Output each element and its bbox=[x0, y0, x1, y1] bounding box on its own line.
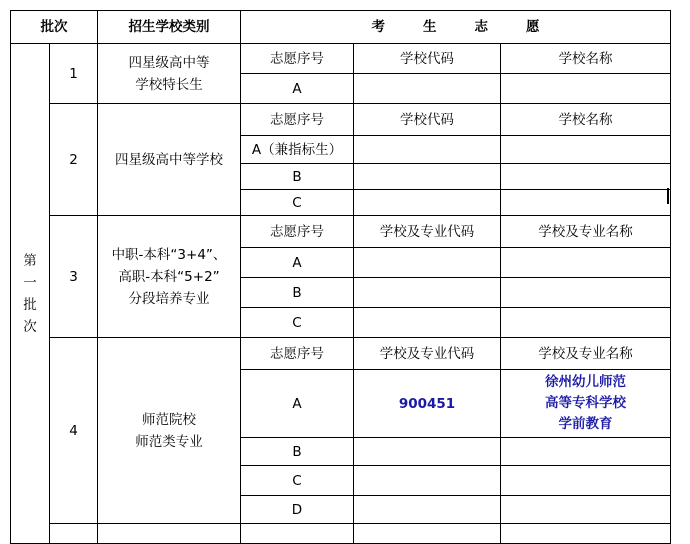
column-header: 学校及专业代码 bbox=[354, 216, 501, 248]
name-field[interactable] bbox=[501, 190, 671, 216]
code-field[interactable] bbox=[354, 190, 501, 216]
group-number: 1 bbox=[50, 44, 98, 104]
next-section-cell bbox=[98, 524, 241, 544]
batch-label-char: 一 bbox=[23, 274, 37, 291]
name-field[interactable] bbox=[501, 466, 671, 496]
column-header: 学校代码 bbox=[354, 44, 501, 74]
wish-order-cell: C bbox=[241, 190, 354, 216]
school-name-line: 高等专科学校 bbox=[545, 395, 627, 411]
wish-order-cell: B bbox=[241, 164, 354, 190]
group-number: 2 bbox=[50, 104, 98, 216]
code-field[interactable] bbox=[354, 74, 501, 104]
name-field[interactable] bbox=[501, 370, 671, 438]
next-section-cell bbox=[501, 524, 671, 544]
code-field[interactable] bbox=[354, 438, 501, 466]
wish-order-cell: B bbox=[241, 278, 354, 308]
wish-order-cell: A bbox=[241, 248, 354, 278]
name-field[interactable] bbox=[501, 278, 671, 308]
header-batch: 批次 bbox=[11, 11, 98, 44]
column-header: 学校名称 bbox=[501, 44, 671, 74]
code-field[interactable] bbox=[354, 136, 501, 164]
name-field[interactable] bbox=[501, 496, 671, 524]
batch-label-cell bbox=[11, 44, 50, 544]
group-category: 四星级高中等学校 bbox=[98, 104, 241, 216]
wish-order-cell: A bbox=[241, 370, 354, 438]
code-field[interactable]: 900451 bbox=[354, 370, 501, 438]
next-section-cell bbox=[354, 524, 501, 544]
group-number: 3 bbox=[50, 216, 98, 338]
group-number: 4 bbox=[50, 338, 98, 524]
wish-order-cell: A bbox=[241, 74, 354, 104]
name-field[interactable] bbox=[501, 136, 671, 164]
name-field[interactable] bbox=[501, 308, 671, 338]
name-field[interactable] bbox=[501, 164, 671, 190]
column-header: 志愿序号 bbox=[241, 44, 354, 74]
wish-order-cell: C bbox=[241, 466, 354, 496]
column-header: 学校及专业名称 bbox=[501, 216, 671, 248]
column-header: 学校代码 bbox=[354, 104, 501, 136]
code-field[interactable] bbox=[354, 278, 501, 308]
column-header: 志愿序号 bbox=[241, 338, 354, 370]
group-category: 四星级高中等 学校特长生 bbox=[98, 44, 241, 104]
code-field[interactable] bbox=[354, 248, 501, 278]
code-field[interactable] bbox=[354, 308, 501, 338]
text-cursor bbox=[667, 188, 669, 204]
column-header: 志愿序号 bbox=[241, 104, 354, 136]
header-school-type: 招生学校类别 bbox=[98, 11, 241, 44]
school-name-line: 徐州幼儿师范 bbox=[545, 374, 627, 390]
wish-order-cell: B bbox=[241, 438, 354, 466]
wish-order-cell: D bbox=[241, 496, 354, 524]
name-field[interactable] bbox=[501, 248, 671, 278]
code-field[interactable] bbox=[354, 496, 501, 524]
column-header: 学校及专业代码 bbox=[354, 338, 501, 370]
column-header: 志愿序号 bbox=[241, 216, 354, 248]
wish-order-cell: C bbox=[241, 308, 354, 338]
major-name-line: 学前教育 bbox=[558, 416, 613, 432]
code-field[interactable] bbox=[354, 466, 501, 496]
batch-label-char: 次 bbox=[23, 318, 37, 335]
name-field[interactable] bbox=[501, 438, 671, 466]
next-section-cell bbox=[241, 524, 354, 544]
batch-label-char: 批 bbox=[23, 296, 37, 313]
code-field[interactable] bbox=[354, 164, 501, 190]
group-category: 中职-本科“3+4”、 高职-本科“5+2” 分段培养专业 bbox=[98, 216, 241, 338]
column-header: 学校及专业名称 bbox=[501, 338, 671, 370]
next-section-cell bbox=[50, 524, 98, 544]
batch-label-char: 第 bbox=[23, 252, 37, 269]
header-wish: 考生志愿 bbox=[241, 11, 671, 44]
group-category: 师范院校 师范类专业 bbox=[98, 338, 241, 524]
volunteer-form-table bbox=[10, 10, 671, 544]
name-field[interactable] bbox=[501, 74, 671, 104]
column-header: 学校名称 bbox=[501, 104, 671, 136]
wish-order-cell: A（兼指标生） bbox=[241, 136, 354, 164]
